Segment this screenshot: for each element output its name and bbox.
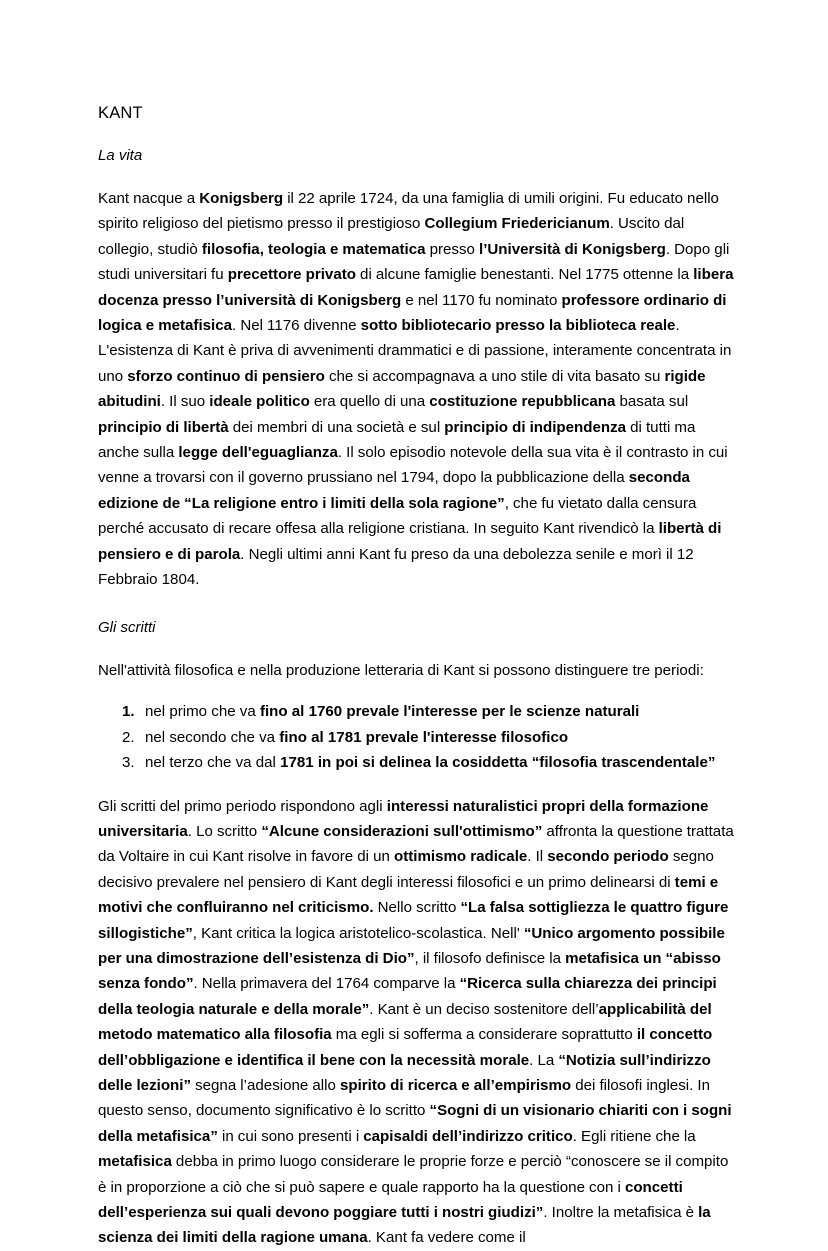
list-item-label: nel terzo che va dal 1781 in poi si delinea la cosiddetta “filosofia trascendentale” <box>145 754 716 772</box>
list-item <box>98 725 738 750</box>
paragraph-scritti-intro: Nell'attività filosofica e nella produzione letteraria di Kant si possono distinguere tre periodi: <box>98 661 704 679</box>
page-title: KANT <box>98 104 143 122</box>
list-item <box>98 750 738 775</box>
section-heading-la-vita: La vita <box>98 147 143 165</box>
list-item-label: nel secondo che va fino al 1781 prevale l'interesse filosofico <box>145 728 569 746</box>
list-item-label: nel primo che va fino al 1760 prevale l'interesse per le scienze naturali <box>145 703 640 721</box>
list-item-marker: 2. <box>122 728 135 746</box>
list-item <box>98 699 738 724</box>
periods-list <box>98 699 738 775</box>
paragraph-la-vita: Kant nacque a Konigsberg il 22 aprile 1724, da una famiglia di umili origini. Fu educato nello spirito religioso del pietismo presso il prestigioso Collegium Friedericianum. Uscito dal collegio, studiò filosofia, teologia e matematica presso l’Università di Konigsberg. Dopo gli studi universitari fu precettore privato di alcune famiglie benestanti. Nel 1775 ottenne la libera docenza presso l’università di Konigsberg e nel 1170 fu nominato professore ordinario di logica e metafisica. Nel 1176 divenne sotto bibliotecario presso la biblioteca reale. L'esistenza di Kant è priva di avvenimenti drammatici e di passione, interamente concentrata in uno sforzo continuo di pensiero che si accompagnava a uno stile di vita basato su rigide abitudini. Il suo ideale politico era quello di una costituzione repubblicana basata sul principio di libertà dei membri di una società e sul principio di indipendenza di tutti ma anche sulla legge dell'eguaglianza. Il solo episodio notevole della sua vita è il contrasto in cui venne a trovarsi con il governo prussiano nel 1794, dopo la pubblicazione della seconda edizione de “La religione entro i limiti della sola ragione”, che fu vietato dalla censura perché accusato di recare offesa alla religione cristiana. In seguito Kant rivendicò la libertà di pensiero e di parola. Negli ultimi anni Kant fu preso da una debolezza senile e morì il 12 Febbraio 1804. <box>98 189 734 589</box>
list-item-marker: 1. <box>122 703 135 721</box>
list-item-marker: 3. <box>122 754 135 772</box>
paragraph-scritti-closing: Gli scritti del primo periodo rispondono agli interessi naturalistici propri della formazione universitaria. Lo scritto “Alcune considerazioni sull'ottimismo” affronta la questione trattata da Voltaire in cui Kant risolve in favore di un ottimismo radicale. Il secondo periodo segno decisivo prevalere nel pensiero di Kant degli interessi filosofici e un primo delinearsi di temi e motivi che confluiranno nel criticismo. Nello scritto “La falsa sottigliezza le quattro figure sillogistiche”, Kant critica la logica aristotelico-scolastica. Nell' “Unico argomento possibile per una dimostrazione dell’esistenza di Dio”, il filosofo definisce la metafisica un “abisso senza fondo”. Nella primavera del 1764 comparve la “Ricerca sulla chiarezza dei principi della teologia naturale e della morale”. Kant è un deciso sostenitore dell’applicabilità del metodo matematico alla filosofia ma egli si sofferma a considerare soprattutto il concetto dell’obbligazione e identifica il bene con la necessità morale. La “Notizia sull’indirizzo delle lezioni” segna l’adesione allo spirito di ricerca e all’empirismo dei filosofi inglesi. In questo senso, documento significativo è lo scritto “Sogni di un visionario chiariti con i sogni della metafisica” in cui sono presenti i capisaldi dell’indirizzo critico. Egli ritiene che la metafisica debba in primo luogo considerare le proprie forze e perciò “conoscere se il compito è in proporzione a ciò che si può sapere e quale rapporto ha la questione con i concetti dell’esperienza sui quali devono poggiare tutti i nostri giudizi”. Inoltre la metafisica è la scienza dei limiti della ragione umana. Kant fa vedere come il <box>98 797 734 1247</box>
section-heading-gli-scritti: Gli scritti <box>98 619 156 637</box>
